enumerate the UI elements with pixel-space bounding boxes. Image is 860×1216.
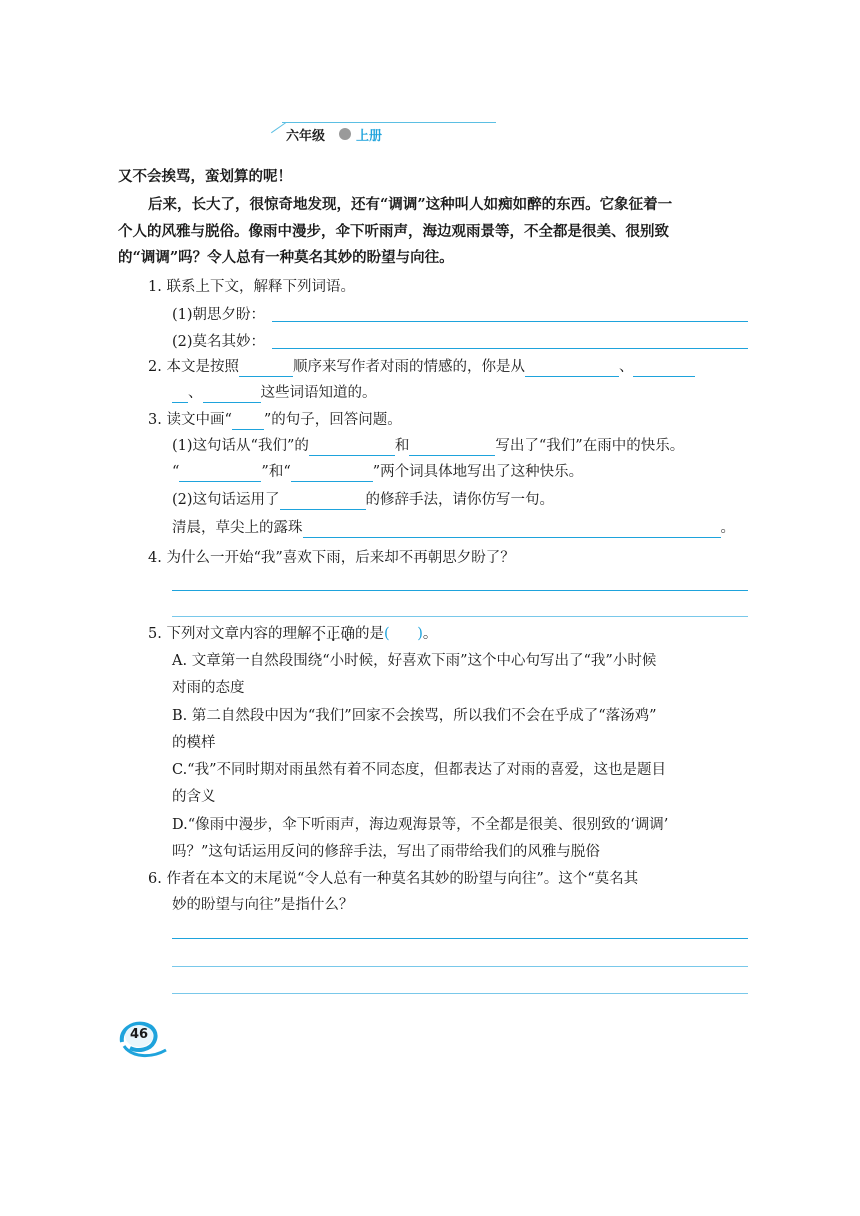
q5-stem-text-3: 。 <box>422 626 438 642</box>
grade-label: 六年级 <box>286 129 326 144</box>
q6-stem-line-2: 妙的盼望与向往”是指什么？ <box>172 897 354 913</box>
q3-s4-text-a: 清晨，草尖上的露珠 <box>172 520 303 536</box>
page-number-badge <box>118 1020 168 1060</box>
q5-option-b-line-2[interactable]: 的模样 <box>172 735 216 751</box>
q3-blank-3[interactable] <box>179 465 261 482</box>
running-header <box>268 120 498 142</box>
q3-blank-2[interactable] <box>409 439 495 456</box>
q2-sep-1: 、 <box>618 359 634 375</box>
q3-s2-text-c: ”两个词具体地写出了这种快乐。 <box>372 464 584 480</box>
q2-sep-2: 、 <box>188 385 203 401</box>
q3-s3-text-b: 的修辞手法，请你仿写一句。 <box>365 492 555 508</box>
q2-line-1 <box>148 357 695 377</box>
q2-blank-word-3[interactable] <box>203 386 261 403</box>
passage-line-3: 个人的风雅与脱俗。像雨中漫步，伞下听雨声，海边观雨景等，不全都是很美、很别致 <box>118 223 669 240</box>
q3-blank-1[interactable] <box>309 439 395 456</box>
q4-answer-line-2[interactable] <box>172 616 748 617</box>
q2-text-3: 这些词语知道的。 <box>260 385 377 401</box>
q2-blank-word-2-start[interactable] <box>633 360 695 377</box>
volume-label: 上册 <box>356 129 383 144</box>
q5-option-d-line-1[interactable]: D.“像雨中漫步，伞下听雨声，海边观海景等，不全都是很美、很别致的‘调调’ <box>172 817 669 833</box>
q2-blank-word-2-end[interactable] <box>172 386 188 403</box>
q3-s1-text-c: 写出了“我们”在雨中的快乐。 <box>495 438 685 454</box>
q3-stem-text-1: 3. 读文中画“ <box>148 412 232 428</box>
q1-a-label: (1)朝思夕盼： <box>172 307 266 323</box>
q6-stem-line-1: 6. 作者在本文的末尾说“令人总有一种莫名其妙的盼望与向往”。这个“莫名其 <box>148 871 639 887</box>
q1-b-label: (2)莫名其妙： <box>172 334 266 350</box>
passage-line-1: 又不会挨骂，蛮划算的呢！ <box>118 168 292 185</box>
q5-emphasis-2: 正 <box>325 626 341 642</box>
q5-option-a-line-2[interactable]: 对雨的态度 <box>172 680 245 696</box>
q2-text-1: 2. 本文是按照 <box>148 359 239 375</box>
header-slant-line <box>271 122 286 133</box>
page-number: 46 <box>130 1027 149 1042</box>
q5-option-c-line-2[interactable]: 的含义 <box>172 789 216 805</box>
q4-stem: 4. 为什么一开始“我”喜欢下雨，后来却不再朝思夕盼了？ <box>148 550 515 566</box>
q5-stem <box>148 624 437 644</box>
q3-underline-mark <box>232 413 264 430</box>
q5-option-c-line-1[interactable]: C.“我”不同时期对雨虽然有着不同态度，但都表达了对雨的喜爱，这也是题目 <box>172 762 667 778</box>
q3-imitation-blank[interactable] <box>303 521 721 538</box>
q3-s1-text-b: 和 <box>394 438 410 454</box>
q5-option-b-line-1[interactable]: B. 第二自然段中因为“我们”回家不会挨骂，所以我们不会在乎成了“落汤鸡” <box>172 708 657 724</box>
passage-line-4: 的“调调”吗？令人总有一种莫名其妙的盼望与向往。 <box>118 249 454 266</box>
q5-emphasis-1: 不 <box>311 626 326 642</box>
q2-blank-word-1[interactable] <box>525 360 619 377</box>
q6-answer-line-3[interactable] <box>172 993 748 994</box>
q2-blank-order[interactable] <box>239 360 293 377</box>
q1-a-answer-line[interactable] <box>272 321 748 322</box>
q5-option-a-line-1[interactable]: A. 文章第一自然段围绕“小时候，好喜欢下雨”这个中心句写出了“我”小时候 <box>172 653 657 669</box>
q3-stem <box>148 410 402 430</box>
q3-s4-text-b: 。 <box>720 520 735 536</box>
q5-stem-text-2: 的是 <box>354 626 384 642</box>
q3-sub1-line-2 <box>172 462 583 482</box>
q5-option-d-line-2[interactable]: 吗？”这句话运用反问的修辞手法，写出了雨带给我们的风雅与脱俗 <box>172 844 600 860</box>
q5-emphasis-3: 确 <box>340 626 355 642</box>
q3-s1-text-a: (1)这句话从“我们”的 <box>172 438 309 454</box>
passage-line-2: 后来，长大了，很惊奇地发现，还有“调调”这种叫人如痴如醉的东西。它象征着一 <box>148 196 673 213</box>
q6-answer-line-2[interactable] <box>172 966 748 967</box>
q1-b-answer-line[interactable] <box>272 348 748 349</box>
q3-s2-text-a: “ <box>172 464 180 480</box>
q2-text-2: 顺序来写作者对雨的情感的，你是从 <box>292 359 525 375</box>
q3-s2-text-b: ”和“ <box>261 464 291 480</box>
q3-sub1-line <box>172 436 684 456</box>
q6-answer-line-1[interactable] <box>172 938 748 939</box>
q3-blank-rhetoric[interactable] <box>280 493 366 510</box>
q5-stem-text-1: 5. 下列对文章内容的理解 <box>148 626 312 642</box>
header-dot-icon <box>339 128 351 140</box>
q3-blank-4[interactable] <box>291 465 373 482</box>
q3-sub2-line <box>172 490 554 510</box>
q3-imitation-line <box>172 518 735 538</box>
q2-line-2 <box>172 383 377 403</box>
q5-answer-paren[interactable]: ( ) <box>383 626 423 642</box>
q4-answer-line-1[interactable] <box>172 590 748 591</box>
q1-stem: 1. 联系上下文，解释下列词语。 <box>148 279 355 295</box>
q3-s3-text-a: (2)这句话运用了 <box>172 492 280 508</box>
q3-stem-text-2: ”的句子，回答问题。 <box>263 412 402 428</box>
header-rule <box>282 122 496 123</box>
